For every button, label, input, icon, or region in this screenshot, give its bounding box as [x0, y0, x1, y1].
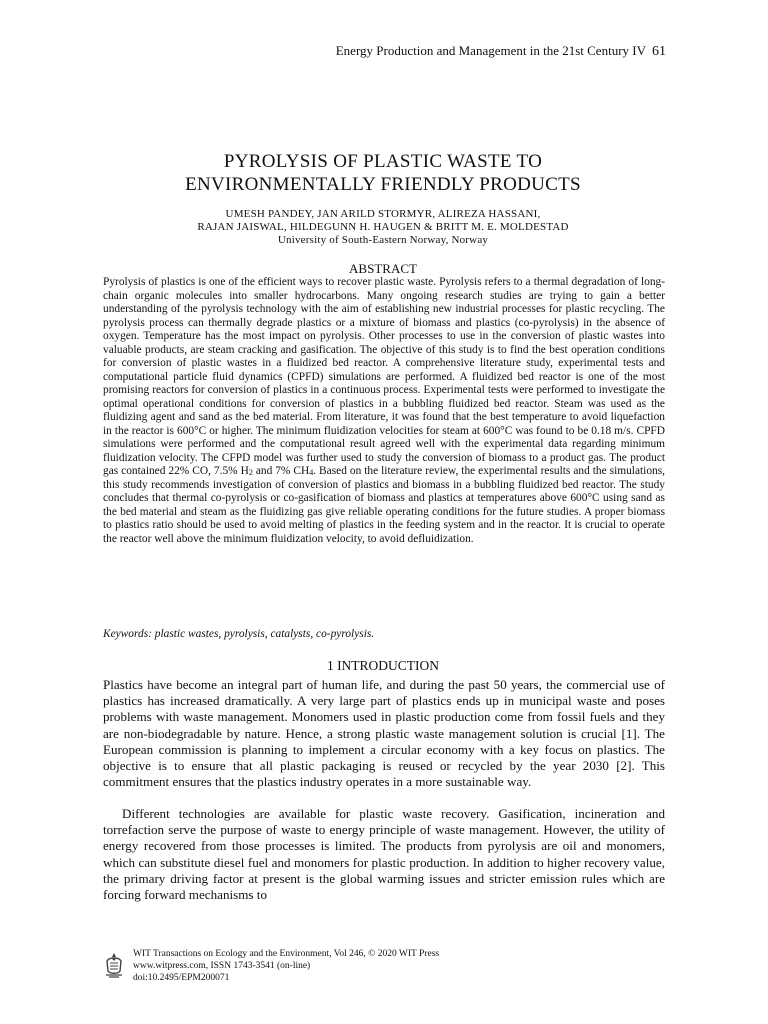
footer-line-2: www.witpress.com, ISSN 1743-3541 (on-line)	[133, 961, 311, 971]
page-number: 61	[652, 44, 666, 59]
footer-line-3: doi:10.2495/EPM200071	[133, 973, 230, 983]
author-line-2: RAJAN JAISWAL, HILDEGUNN H. HAUGEN & BRITT M. E. MOLDESTAD	[197, 221, 569, 233]
abstract-text	[103, 276, 665, 546]
footer-lines	[133, 948, 439, 984]
wit-press-logo-icon	[103, 951, 125, 979]
abstract-text-part-3: . Based on the literature review, the experimental results and the simulations, this study recommends investigation of conversion of plastics and biomass in a bubbling fluidized bed reactor. The study concludes that thermal co-pyrolysis or co-gasification of biomass and plastics at temperatures above 600°C using sand as the bed material and steam as the fluidizing gas give reliable operating conditions for the future studies. A proper biomass to plastics ratio should be used to avoid melting of plastics in the feeding system and in the reactor. It is crucial to operate the reactor well above the minimum fluidization velocity, to avoid defluidization.	[103, 465, 666, 545]
running-title: Energy Production and Management in the 21st Century IV	[335, 43, 646, 58]
author-block	[100, 208, 666, 247]
affiliation: University of South-Eastern Norway, Norway	[277, 234, 489, 246]
keywords: Keywords: plastic wastes, pyrolysis, catalysts, co-pyrolysis.	[103, 628, 375, 640]
abstract-text-part-2: and 7% CH	[252, 465, 310, 477]
intro-paragraph-2: Different technologies are available for plastic waste recovery. Gasification, incineration and torrefaction serve the purpose of waste to energy principle of waste management. However, the utility of energy recovered from those processes is limited. The products from pyrolysis are oil and monomers, which can substitute diesel fuel and monomers for plastic production. In addition to higher recovery value, the primary driving factor at present is the global warming issues and stricter emission rules which are forcing forward mechanisms to	[103, 806, 665, 903]
subscript-ch4: 4	[309, 468, 314, 477]
running-header	[336, 43, 666, 60]
paper-title-line-1: PYROLYSIS OF PLASTIC WASTE TO	[223, 151, 543, 172]
subscript-h2: 2	[248, 468, 253, 477]
abstract-text-part-1: Pyrolysis of plastics is one of the efficient ways to recover plastic waste. Pyrolysis refers to a thermal degradation of long-chain organic molecules into smaller hydrocarbons. Many ongoing research studies are trying to gain a better understanding of the pyrolysis technology with the aim of establishing new industrial processes for plastic recycling. The pyrolysis process can thermally degrade plastics or a mixture of biomass and plastics (co-pyrolysis) in the absence of oxygen. Temperature has the most impact on pyrolysis. Other processes to use in the conversion of plastic wastes into valuable products, are steam cracking and gasification. The objective of this study is to find the best operation conditions for conversion of plastic wastes in a fluidized bed reactor. A comprehensive literature study, experimental tests and computational particle fluid dynamics (CPFD) simulations are performed. A fluidized bed reactor is one of the most promising reactors for conversion of plastics in a continuous process. Experimental tests were performed to investigate the optimal operational conditions for conversion of plastics in a bubbling fluidized bed reactor. Steam was used as the fluidizing agent and sand as the bed material. From literature, it was found that the best temperature to avoid liquefaction in the reactor is 600°C or higher. The minimum fluidization velocities for steam at 600°C was found to be 0.18 m/s. CPFD simulations were performed and the computational result agreed well with the experimental data regarding minimum fluidization velocity. The CFPD model was further used to study the conversion of biomass to a product gas. The product gas contained 22% CO, 7.5% H	[103, 276, 665, 477]
intro-paragraph-1: Plastics have become an integral part of human life, and during the past 50 years, the commercial use of plastics has increased dramatically. A very large part of plastics ends up in municipal waste and poses problems with waste management. Monomers used in plastic production come from fossil fuels and they are non-biodegradable by nature. Hence, a strong plastic waste management solution is crucial [1]. The European commission is planning to implement a circular economy with a key focus on plastics. The objective is to ensure that all plastic packaging is reused or recycled by the year 2030 [2]. This commitment ensures that the plastics industry operates in a more sustainable way.	[103, 677, 665, 790]
author-line-1: UMESH PANDEY, JAN ARILD STORMYR, ALIREZA HASSANI,	[225, 208, 541, 220]
section-heading-introduction: 1 INTRODUCTION	[326, 658, 440, 673]
abstract-heading: ABSTRACT	[349, 261, 417, 276]
paper-title	[100, 150, 666, 196]
footer-line-1: WIT Transactions on Ecology and the Environment, Vol 246, © 2020 WIT Press	[133, 949, 440, 959]
paper-title-line-2: ENVIRONMENTALLY FRIENDLY PRODUCTS	[185, 174, 581, 195]
